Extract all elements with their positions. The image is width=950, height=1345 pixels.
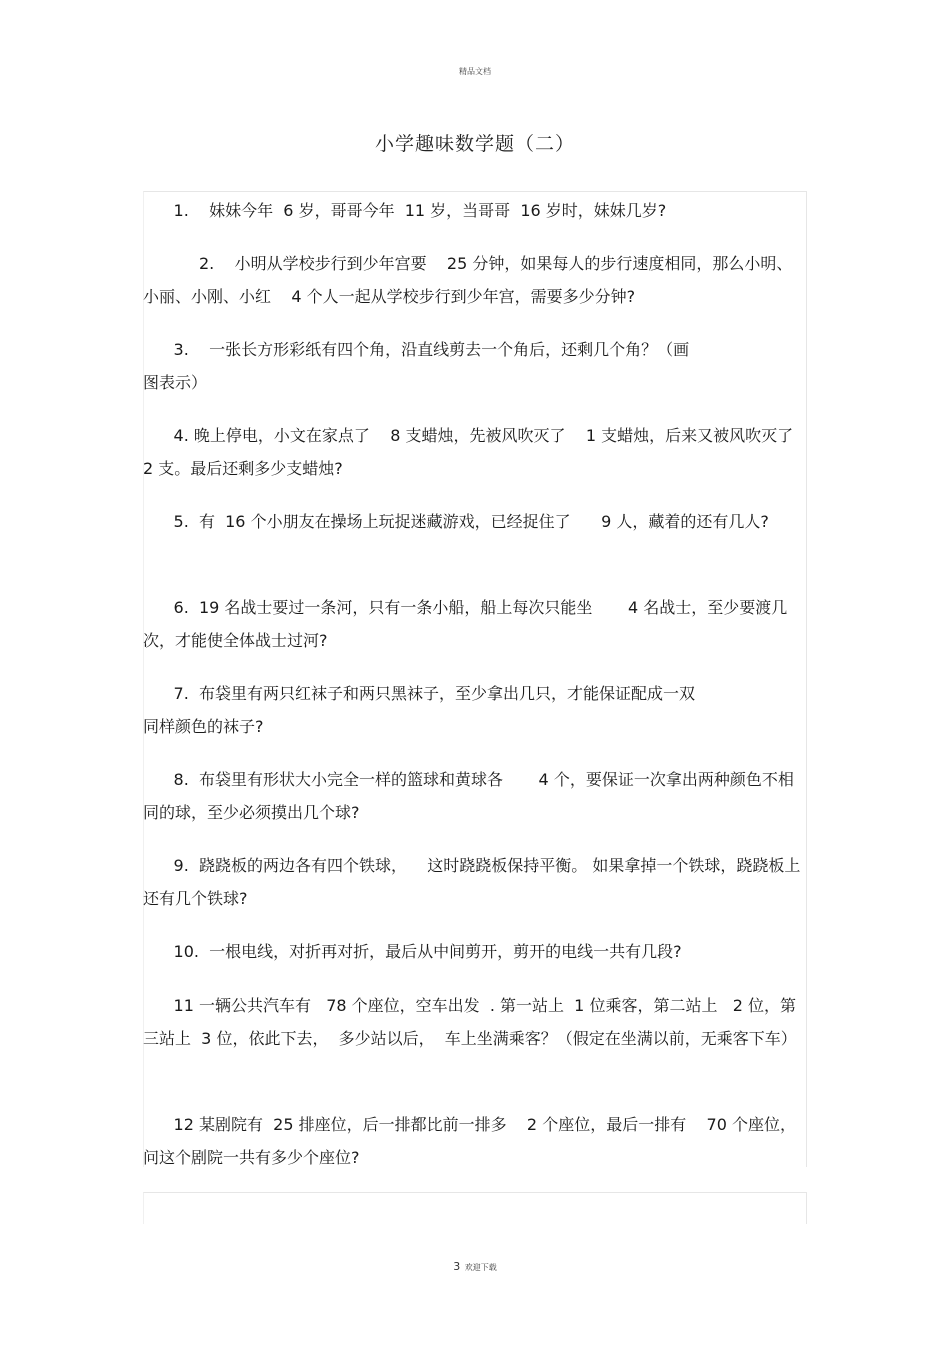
question-4: 4. 晚上停电，小文在家点了 8 支蜡烛，先被风吹灭了 1 支蜡烛，后来又被风吹灭了 2 支。最后还剩多少支蜡烛? bbox=[143, 426, 804, 478]
footer-note: 欢迎下载 bbox=[464, 1263, 497, 1272]
question-8: 8. 布袋里有形状大小完全一样的篮球和黄球各 4 个，要保证一次拿出两种颜色不相同的球，至少必须摸出几个球? bbox=[143, 770, 794, 822]
question-11: 11 一辆公共汽车有 78 个座位，空车出发 . 第一站上 1 位乘客，第二站上 2 位，第三站上 3 位，依此下去， 多少站以后， 车上坐满乘客？（假定在坐满以前，无乘客下车） bbox=[143, 996, 797, 1048]
question-7: 7. 布袋里有两只红袜子和两只黑袜子，至少拿出几只，才能保证配成一双 同样颜色的袜子? bbox=[143, 684, 695, 736]
lower-frame bbox=[143, 1192, 807, 1224]
question-10: 10. 一根电线，对折再对折，最后从中间剪开，剪开的电线一共有几段? bbox=[143, 942, 682, 961]
question-1: 1. 妹妹今年 6 岁，哥哥今年 11 岁，当哥哥 16 岁时，妹妹几岁? bbox=[143, 201, 667, 220]
question-5: 5. 有 16 个小朋友在操场上玩捉迷藏游戏，已经捉住了 9 人，藏着的还有几人? bbox=[143, 512, 769, 531]
page-footer bbox=[0, 1260, 950, 1273]
page-number: 3 bbox=[453, 1260, 461, 1273]
page-title: 小学趣味数学题（二） bbox=[374, 133, 575, 155]
question-12: 12 某剧院有 25 排座位，后一排都比前一排多 2 个座位，最后一排有 70 个座位，问这个剧院一共有多少个座位? bbox=[143, 1115, 796, 1167]
question-6: 6. 19 名战士要过一条河，只有一条小船，船上每次只能坐 4 名战士，至少要渡几次，才能使全体战士过河? bbox=[143, 598, 788, 650]
question-9: 9. 跷跷板的两边各有四个铁球， 这时跷跷板保持平衡。 如果拿掉一个铁球，跷跷板上还有几个铁球? bbox=[143, 856, 801, 908]
header-note: 精品文档 bbox=[459, 67, 491, 76]
question-2: 2. 小明从学校步行到少年宫要 25 分钟，如果每人的步行速度相同，那么小明、小丽、小刚、小红 4 个人一起从学校步行到少年宫，需要多少分钟? bbox=[143, 254, 793, 306]
question-3: 3. 一张长方形彩纸有四个角，沿直线剪去一个角后，还剩几个角？（画 图表示） bbox=[143, 340, 690, 392]
